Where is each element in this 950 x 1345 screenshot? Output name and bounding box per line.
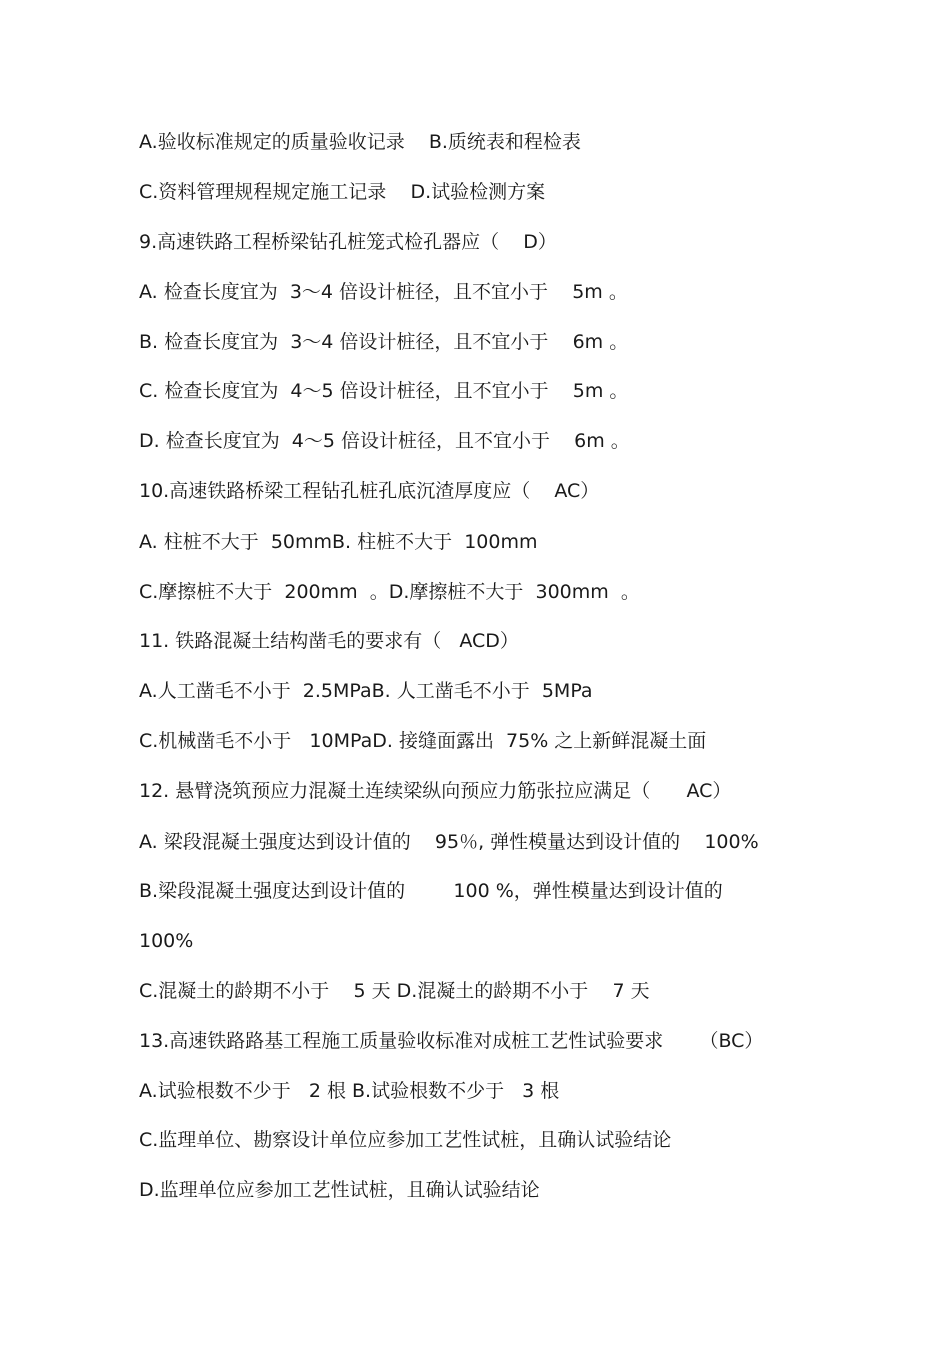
question-13: 13.高速铁路路基工程施工质量验收标准对成桩工艺性试验要求 （BC） (139, 1030, 764, 1052)
text-line-2: C.资料管理规程规定施工记录 D.试验检测方案 (139, 181, 546, 203)
question-10: 10.高速铁路桥梁工程钻孔桩孔底沉渣厚度应（ AC） (139, 480, 600, 502)
option-9a: A. 检查长度宜为 3～4 倍设计桩径，且不宜小于 5m 。 (139, 281, 628, 303)
option-12b: B.梁段混凝土强度达到设计值的 100 %，弹性模量达到设计值的 (139, 880, 723, 902)
option-9b: B. 检查长度宜为 3～4 倍设计桩径，且不宜小于 6m 。 (139, 331, 629, 353)
option-9c: C. 检查长度宜为 4～5 倍设计桩径，且不宜小于 5m 。 (139, 380, 629, 402)
option-12a: A. 梁段混凝土强度达到设计值的 95％, 弹性模量达到设计值的 100% (139, 831, 759, 853)
option-13d: D.监理单位应参加工艺性试桩，且确认试验结论 (139, 1179, 540, 1201)
option-13c: C.监理单位、勘察设计单位应参加工艺性试桩，且确认试验结论 (139, 1129, 672, 1151)
option-9d: D. 检查长度宜为 4～5 倍设计桩径，且不宜小于 6m 。 (139, 430, 630, 452)
option-11ab: A.人工凿毛不小于 2.5MPaB. 人工凿毛不小于 5MPa (139, 680, 593, 702)
option-10cd: C.摩擦桩不大于 200mm 。D.摩擦桩不大于 300mm 。 (139, 581, 640, 603)
question-11: 11. 铁路混凝土结构凿毛的要求有（ ACD） (139, 630, 519, 652)
text-line-1: A.验收标准规定的质量验收记录 B.质统表和程检表 (139, 131, 581, 153)
option-13ab: A.试验根数不少于 2 根 B.试验根数不少于 3 根 (139, 1080, 560, 1102)
option-12b-cont: 100% (139, 930, 194, 952)
option-11cd: C.机械凿毛不小于 10MPaD. 接缝面露出 75% 之上新鲜混凝土面 (139, 730, 707, 752)
question-9: 9.高速铁路工程桥梁钻孔桩笼式检孔器应（ D） (139, 231, 557, 253)
option-10ab: A. 柱桩不大于 50mmB. 柱桩不大于 100mm (139, 531, 538, 553)
question-12: 12. 悬臂浇筑预应力混凝土连续梁纵向预应力筋张拉应满足（ AC） (139, 780, 732, 802)
option-12cd: C.混凝土的龄期不小于 5 天 D.混凝土的龄期不小于 7 天 (139, 980, 650, 1002)
